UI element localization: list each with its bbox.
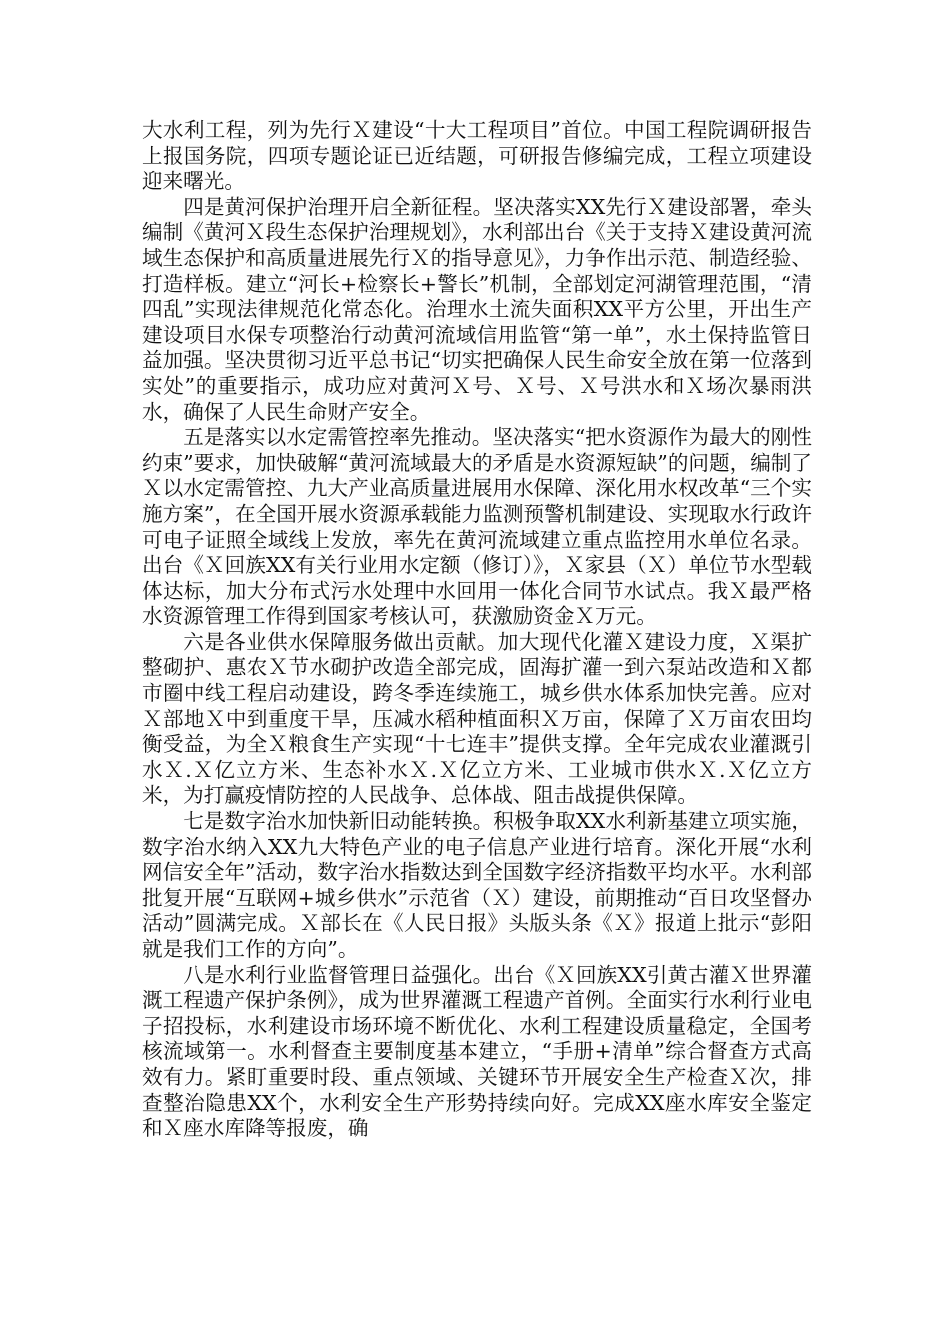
document-page bbox=[142, 118, 812, 1142]
paragraph-water-supply-service: 六是各业供水保障服务做出贡献。加大现代化灌Ｘ建设力度，Ｘ渠扩整砌护、惠农Ｘ节水砌护改造全部完成，固海扩灌一到六泵站改造和Ｘ都市圈中线工程启动建设，跨冬季连续施工，城乡供水体系加快完善。应对Ｘ部地Ｘ中到重度干旱，压减水稻种植面积Ｘ万亩，保障了Ｘ万亩农田均衡受益，为全Ｘ粮食生产实现“十七连丰”提供支撑。全年完成农业灌溉引水Ｘ.Ｘ亿立方米、生态补水Ｘ.Ｘ亿立方米、工业城市供水Ｘ.Ｘ亿立方米，为打赢疫情防控的人民战争、总体战、阻击战提供保障。 bbox=[142, 629, 812, 808]
paragraph-yellow-river-protection: 四是黄河保护治理开启全新征程。坚决落实XX先行Ｘ建设部署，牵头编制《黄河Ｘ段生态保护治理规划》，水利部出台《关于支持Ｘ建设黄河流域生态保护和高质量进展先行Ｘ的指导意见》，力争作出示范、制造经验、打造样板。建立“河长+检察长+警长”机制，全部划定河湖管理范围，“清四乱”实现法律规范化常态化。治理水土流失面积XX平方公里，开出生产建设项目水保专项整治行动黄河流域信用监管“第一单”，水土保持监管日益加强。坚决贯彻习近平总书记“切实把确保人民生命安全放在第一位落到实处”的重要指示，成功应对黄河Ｘ号、Ｘ号、Ｘ号洪水和Ｘ场次暴雨洪水，确保了人民生命财产安全。 bbox=[142, 194, 812, 424]
paragraph-continued: 大水利工程，列为先行Ｘ建设“十大工程项目”首位。中国工程院调研报告上报国务院，四项专题论证已近结题，可研报告修编完成，工程立项建设迎来曙光。 bbox=[142, 118, 812, 194]
paragraph-digital-water-management: 七是数字治水加快新旧动能转换。积极争取XX水利新基建立项实施，数字治水纳入XX九大特色产业的电子信息产业进行培育。深化开展“水利网信安全年”活动，数字治水指数达到全国数字经济指数平均水平。水利部批复开展“互联网+城乡供水”示范省（Ｘ）建设，前期推动“百日攻坚督办活动”圆满完成。Ｘ部长在《人民日报》头版头条《Ｘ》报道上批示“彭阳就是我们工作的方向”。 bbox=[142, 809, 812, 961]
paragraph-water-demand-control: 五是落实以水定需管控率先推动。坚决落实“把水资源作为最大的刚性约束”要求，加快破解“黄河流域最大的矛盾是水资源短缺”的问题，编制了Ｘ以水定需管控、九大产业高质量进展用水保障、深化用水权改革“三个实施方案”，在全国开展水资源承载能力监测预警机制建设、实现取水行政许可电子证照全域线上发放，率先在黄河流域建立重点监控用水单位名录。出台《Ｘ回族XX有关行业用水定额（修订）》，Ｘ家县（Ｘ）单位节水型载体达标，加大分布式污水处理中水回用一体化合同节水试点。我Ｘ最严格水资源管理工作得到国家考核认可，获激励资金Ｘ万元。 bbox=[142, 425, 812, 629]
paragraph-industry-supervision: 八是水利行业监督管理日益强化。出台《Ｘ回族XX引黄古灌Ｘ世界灌溉工程遗产保护条例》，成为世界灌溉工程遗产首例。全面实行水利行业电子招投标，水利建设市场环境不断优化、水利工程建设质量稳定，全国考核流域第一。水利督查主要制度基本建立，“手册+清单”综合督查方式高效有力。紧盯重要时段、重点领域、关键环节开展安全生产检查Ｘ次，排查整治隐患XX个，水利安全生产形势持续向好。完成XX座水库安全鉴定和Ｘ座水库降等报废，确 bbox=[142, 962, 812, 1141]
